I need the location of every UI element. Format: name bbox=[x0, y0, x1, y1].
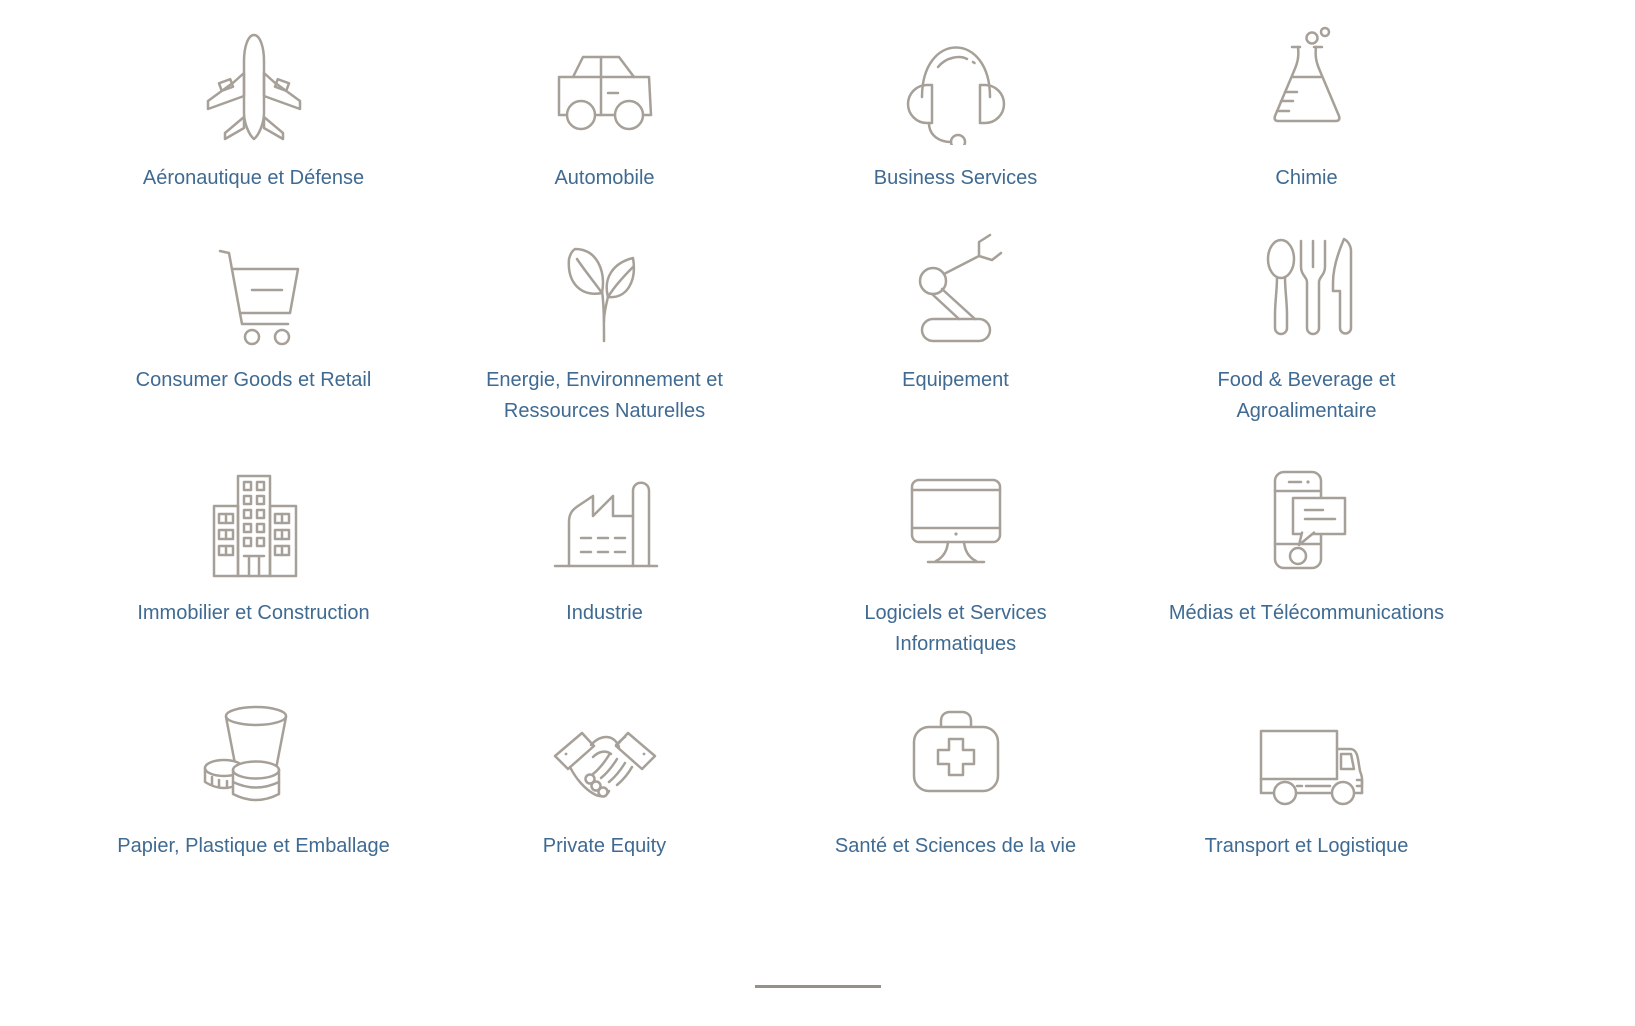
buildings-icon bbox=[194, 449, 314, 591]
sector-item-flask[interactable] bbox=[1131, 14, 1482, 216]
sector-item-cutlery[interactable] bbox=[1131, 216, 1482, 449]
sector-label: Equipement bbox=[902, 369, 1009, 391]
sector-grid bbox=[78, 0, 1482, 884]
car-icon bbox=[545, 14, 665, 156]
sector-label: Automobile bbox=[554, 167, 655, 189]
sector-item-plant[interactable] bbox=[429, 216, 780, 449]
sector-item-headset[interactable] bbox=[780, 14, 1131, 216]
plant-icon bbox=[545, 216, 665, 358]
sector-label: Energie, Environnement et Ressources Naturelles bbox=[486, 369, 723, 422]
sector-item-packaging[interactable] bbox=[78, 682, 429, 884]
section-divider bbox=[755, 985, 881, 988]
first-aid-icon bbox=[896, 682, 1016, 824]
sector-label: Food & Beverage et Agroalimentaire bbox=[1217, 369, 1396, 422]
sector-label: Transport et Logistique bbox=[1204, 835, 1409, 857]
sector-item-factory[interactable] bbox=[429, 449, 780, 682]
sector-label: Industrie bbox=[566, 602, 643, 624]
headset-icon bbox=[896, 14, 1016, 156]
sector-item-phone-chat[interactable] bbox=[1131, 449, 1482, 682]
sector-item-truck[interactable] bbox=[1131, 682, 1482, 884]
sector-label: Business Services bbox=[873, 167, 1038, 189]
sector-label: Logiciels et Services Informatiques bbox=[864, 602, 1047, 655]
factory-icon bbox=[545, 449, 665, 591]
sector-label: Private Equity bbox=[542, 835, 667, 857]
sector-label: Aéronautique et Défense bbox=[142, 167, 365, 189]
sector-item-handshake[interactable] bbox=[429, 682, 780, 884]
truck-icon bbox=[1247, 682, 1367, 824]
sector-item-robot-arm[interactable] bbox=[780, 216, 1131, 449]
packaging-icon bbox=[194, 682, 314, 824]
sector-label: Médias et Télécommunications bbox=[1168, 602, 1445, 624]
handshake-icon bbox=[545, 682, 665, 824]
sector-item-airplane[interactable] bbox=[78, 14, 429, 216]
shopping-cart-icon bbox=[194, 216, 314, 358]
sector-item-buildings[interactable] bbox=[78, 449, 429, 682]
robot-arm-icon bbox=[896, 216, 1016, 358]
phone-chat-icon bbox=[1247, 449, 1367, 591]
flask-icon bbox=[1247, 14, 1367, 156]
sector-label: Papier, Plastique et Emballage bbox=[117, 835, 390, 857]
cutlery-icon bbox=[1247, 216, 1367, 358]
sector-item-shopping-cart[interactable] bbox=[78, 216, 429, 449]
airplane-icon bbox=[194, 14, 314, 156]
sector-label: Chimie bbox=[1275, 167, 1338, 189]
sector-label: Immobilier et Construction bbox=[137, 602, 370, 624]
monitor-icon bbox=[896, 449, 1016, 591]
sector-label: Consumer Goods et Retail bbox=[135, 369, 372, 391]
sector-item-car[interactable] bbox=[429, 14, 780, 216]
sector-item-monitor[interactable] bbox=[780, 449, 1131, 682]
sector-label: Santé et Sciences de la vie bbox=[834, 835, 1077, 857]
sector-item-first-aid[interactable] bbox=[780, 682, 1131, 884]
